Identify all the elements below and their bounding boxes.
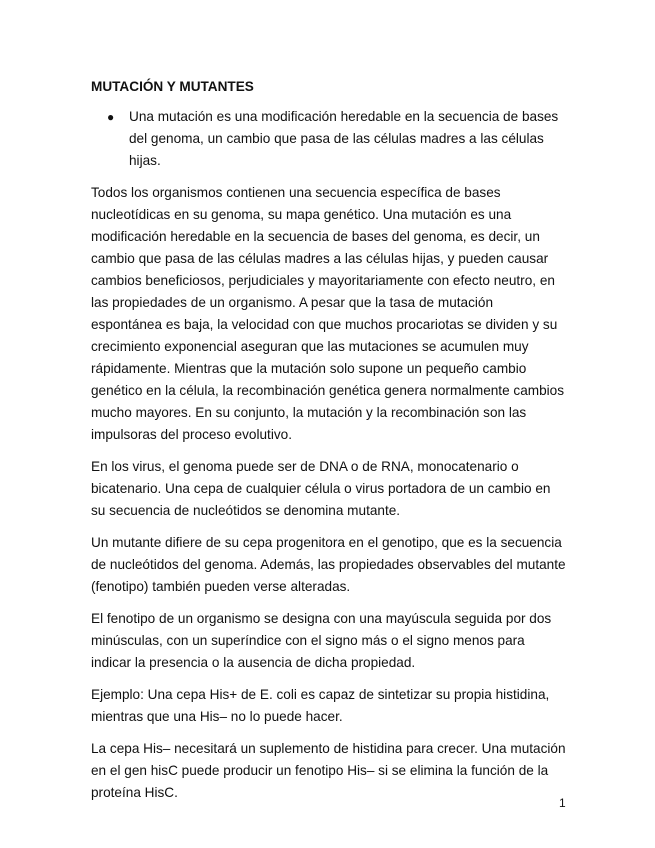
document-heading: MUTACIÓN Y MUTANTES	[91, 79, 254, 94]
bullet-dot-icon: ●	[107, 110, 115, 124]
page-number: 1	[559, 796, 566, 810]
paragraph: La cepa His– necesitará un suplemento de histidina para crecer. Una mutación en el gen hisC puede producir un fenotipo His– si se elimina la función de la proteína HisC.	[91, 741, 566, 800]
bullet-list	[91, 106, 567, 172]
paragraph: Todos los organismos contienen una secuencia específica de bases nucleotídicas en su genoma, su mapa genético. Una mutación es una modificación heredable en la secuencia de bases del genoma, es decir, un cambio que pasa de las células madres a las células hijas, y pueden causar cambios beneficiosos, perjudiciales y mayoritariamente con efecto neutro, en las propiedades de un organismo. A pesar que la tasa de mutación espontánea es baja, la velocidad con que muchos procariotas se dividen y su crecimiento exponencial aseguran que las mutaciones se acumulen muy rápidamente. Mientras que la mutación solo supone un pequeño cambio genético en la célula, la recombinación genética genera normalmente cambios mucho mayores. En su conjunto, la mutación y la recombinación son las impulsoras del proceso evolutivo.	[91, 185, 565, 442]
document-body	[91, 76, 567, 814]
paragraph: Un mutante difiere de su cepa progenitora en el genotipo, que es la secuencia de nucleótidos del genoma. Además, las propiedades observables del mutante (fenotipo) también pueden verse alteradas.	[91, 535, 566, 594]
paragraph: En los virus, el genoma puede ser de DNA o de RNA, monocatenario o bicatenario. Una cepa de cualquier célula o virus portadora de un cambio en su secuencia de nucleótidos se denomina mutante.	[91, 459, 551, 518]
bullet-text: Una mutación es una modificación heredable en la secuencia de bases del genoma, un cambio que pasa de las células madres a las células hijas.	[129, 109, 559, 168]
bullet-item	[107, 106, 567, 172]
paragraph: Ejemplo: Una cepa His+ de E. coli es capaz de sintetizar su propia histidina, mientras que una His– no lo puede hacer.	[91, 687, 550, 724]
paragraph: El fenotipo de un organismo se designa con una mayúscula seguida por dos minúsculas, con un superíndice con el signo más o el signo menos para indicar la presencia o la ausencia de dicha propiedad.	[91, 611, 552, 670]
